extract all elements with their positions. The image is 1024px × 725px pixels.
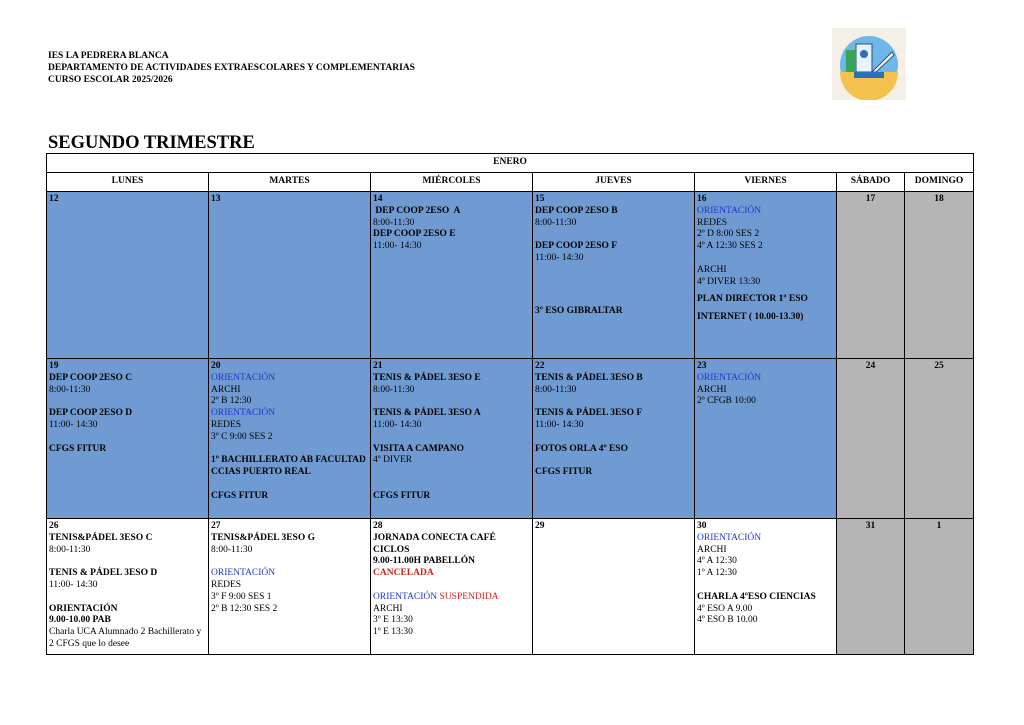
day-number: 16 [697,194,707,204]
event-detail: 1º A 12:30 [697,568,737,579]
event-time: 11:00- 14:30 [49,419,98,430]
day-cell-16 [695,192,837,359]
day-cell-21 [371,359,533,519]
day-cell-20 [209,359,371,519]
school-logo-icon [832,28,906,100]
event-detail: REDES [211,579,242,590]
event-time: 11:00- 14:30 [373,241,422,252]
day-cell-25: 25 [905,359,974,519]
day-cell-23 [695,359,837,519]
event-time: 11:00- 14:30 [535,419,584,430]
event-title: DEP COOP 2ESO F [535,241,618,252]
event-detail: 3º E 13:30 [373,615,413,626]
day-cell-26 [47,519,209,655]
event-detail: 3º C 9:00 SES 2 [211,431,273,442]
day-number: 29 [535,521,545,531]
day-number: 13 [211,194,221,204]
cancelled-badge: CANCELADA [373,568,434,579]
day-header-monday: LUNES [47,173,209,192]
day-number: 14 [373,194,383,204]
day-header-saturday: SÁBADO [837,173,905,192]
day-header-tuesday: MARTES [209,173,371,192]
event-detail: 3º F 9:00 SES 1 [211,591,272,602]
month-header: ENERO [47,154,974,173]
event-title: 3º ESO GIBRALTAR [535,306,623,317]
event-detail: ARCHI [697,384,727,395]
week-row-1 [47,192,974,359]
weekday-header-row [47,173,974,192]
event-time: 11:00- 14:30 [49,579,98,590]
event-orientacion: ORIENTACIÓN [697,372,762,383]
day-number: 20 [211,361,221,371]
page-title: SEGUNDO TRIMESTRE [48,133,255,153]
day-number: 22 [535,361,545,371]
event-title: DEP COOP 2ESO B [535,205,618,216]
document-header [48,50,415,86]
event-detail: 4º A 12:30 [697,556,737,567]
day-cell-1: 1 [905,519,974,655]
event-title: PLAN DIRECTOR 1º ESO [697,294,808,305]
event-time: 8:00-11:30 [373,217,415,228]
day-cell-17: 17 [837,192,905,359]
event-title: DEP COOP 2ESO D [49,408,133,419]
event-time: 11:00- 14:30 [535,252,584,263]
day-header-sunday: DOMINGO [905,173,974,192]
event-time: 8:00-11:30 [49,384,91,395]
event-detail: ARCHI [697,544,727,555]
day-number: 19 [49,361,59,371]
day-cell-30 [695,519,837,655]
school-name: IES LA PEDRERA BLANCA [48,51,169,61]
event-time: 9.00-10.00 PAB [49,615,111,626]
event-detail: 2º D 8:00 SES 2 [697,229,760,240]
event-orientacion: ORIENTACIÓN [211,408,276,419]
day-number: 21 [373,361,383,371]
event-orientacion: ORIENTACIÓN [697,205,762,216]
event-time: 8:00-11:30 [211,544,253,555]
week-row-3 [47,519,974,655]
event-title: JORNADA CONECTA CAFÉ CICLOS [373,532,496,555]
event-title: CFGS FITUR [49,443,107,454]
event-detail: 4º DIVER 13:30 [697,276,761,287]
event-detail: ARCHI [211,384,241,395]
event-title: TENIS & PÁDEL 3ESO D [49,568,158,579]
event-time: 8:00-11:30 [535,217,577,228]
day-cell-14 [371,192,533,359]
event-title: VISITA A CAMPANO [373,443,464,454]
event-detail: Charla UCA Alumnado 2 Bachillerato y 2 CFGS que lo desee [49,627,202,649]
event-title: DEP COOP 2ESO A [373,205,461,216]
event-title: TENIS & PÁDEL 3ESO B [535,372,643,383]
event-detail: 4º ESO A 9.00 [697,603,753,614]
event-title: CFGS FITUR [535,467,593,478]
day-cell-22 [533,359,695,519]
event-detail: 2º CFGB 10:00 [697,396,756,407]
day-header-friday: VIERNES [695,173,837,192]
event-title: TENIS&PÁDEL 3ESO C [49,532,153,543]
event-orientacion: ORIENTACIÓN [373,591,440,602]
day-number: 28 [373,521,383,531]
event-orientacion: ORIENTACIÓN [211,372,276,383]
day-cell-27 [209,519,371,655]
event-detail: 4º A 12:30 SES 2 [697,241,763,252]
event-time: 8:00-11:30 [373,384,415,395]
event-detail: ARCHI [697,264,727,275]
day-number: 12 [49,194,59,204]
day-cell-24: 24 [837,359,905,519]
event-title: CFGS FITUR [373,490,431,501]
event-title: INTERNET ( 10.00-13.30) [697,312,804,323]
day-header-wednesday: MIÉRCOLES [371,173,533,192]
suspended-badge: SUSPENDIDA [439,591,499,602]
department-name: DEPARTAMENTO DE ACTIVIDADES EXTRAESCOLARES Y COMPLEMENTARIAS [48,63,415,73]
event-detail: ARCHI [373,603,403,614]
school-year: CURSO ESCOLAR 2025/2026 [48,75,173,85]
event-time: 8:00-11:30 [49,544,91,555]
day-cell-31: 31 [837,519,905,655]
event-detail: 1º E 13:30 [373,627,413,638]
event-detail: REDES [211,419,242,430]
event-title: TENIS & PÁDEL 3ESO A [373,408,481,419]
event-detail: REDES [697,217,728,228]
event-time: 11:00- 14:30 [373,419,422,430]
day-number: 26 [49,521,59,531]
event-orientacion-suspended [373,592,530,604]
event-title: ORIENTACIÓN [49,603,118,614]
day-cell-13 [209,192,371,359]
day-cell-28 [371,519,533,655]
week-row-2 [47,359,974,519]
day-cell-19 [47,359,209,519]
event-detail: 4º ESO B 10.00 [697,615,758,626]
event-title: CFGS FITUR [211,490,269,501]
event-time: 9.00-11.00H PABELLÓN [373,556,475,567]
event-detail: 4º DIVER [373,455,413,466]
day-cell-15 [533,192,695,359]
event-orientacion: ORIENTACIÓN [211,568,276,579]
day-number: 15 [535,194,545,204]
day-header-thursday: JUEVES [533,173,695,192]
day-cell-12 [47,192,209,359]
day-cell-29 [533,519,695,655]
event-title: TENIS & PÁDEL 3ESO E [373,372,481,383]
event-title: TENIS & PÁDEL 3ESO F [535,408,643,419]
event-title: TENIS&PÁDEL 3ESO G [211,532,315,543]
event-orientacion: ORIENTACIÓN [697,532,762,543]
event-time: 8:00-11:30 [535,384,577,395]
event-title: DEP COOP 2ESO C [49,372,133,383]
day-number: 23 [697,361,707,371]
day-number: 30 [697,521,707,531]
day-number: 27 [211,521,221,531]
event-detail: 2º B 12:30 SES 2 [211,603,278,614]
event-title: 1º BACHILLERATO AB FACULTAD CCIAS PUERTO REAL [211,455,366,478]
event-title: DEP COOP 2ESO E [373,229,456,240]
calendar-table [46,153,974,655]
event-title: CHARLA 4ºESO CIENCIAS [697,591,816,602]
event-detail: 2º B 12:30 [211,396,252,407]
day-cell-18: 18 [905,192,974,359]
event-title: FOTOS ORLA 4º ESO [535,443,628,454]
